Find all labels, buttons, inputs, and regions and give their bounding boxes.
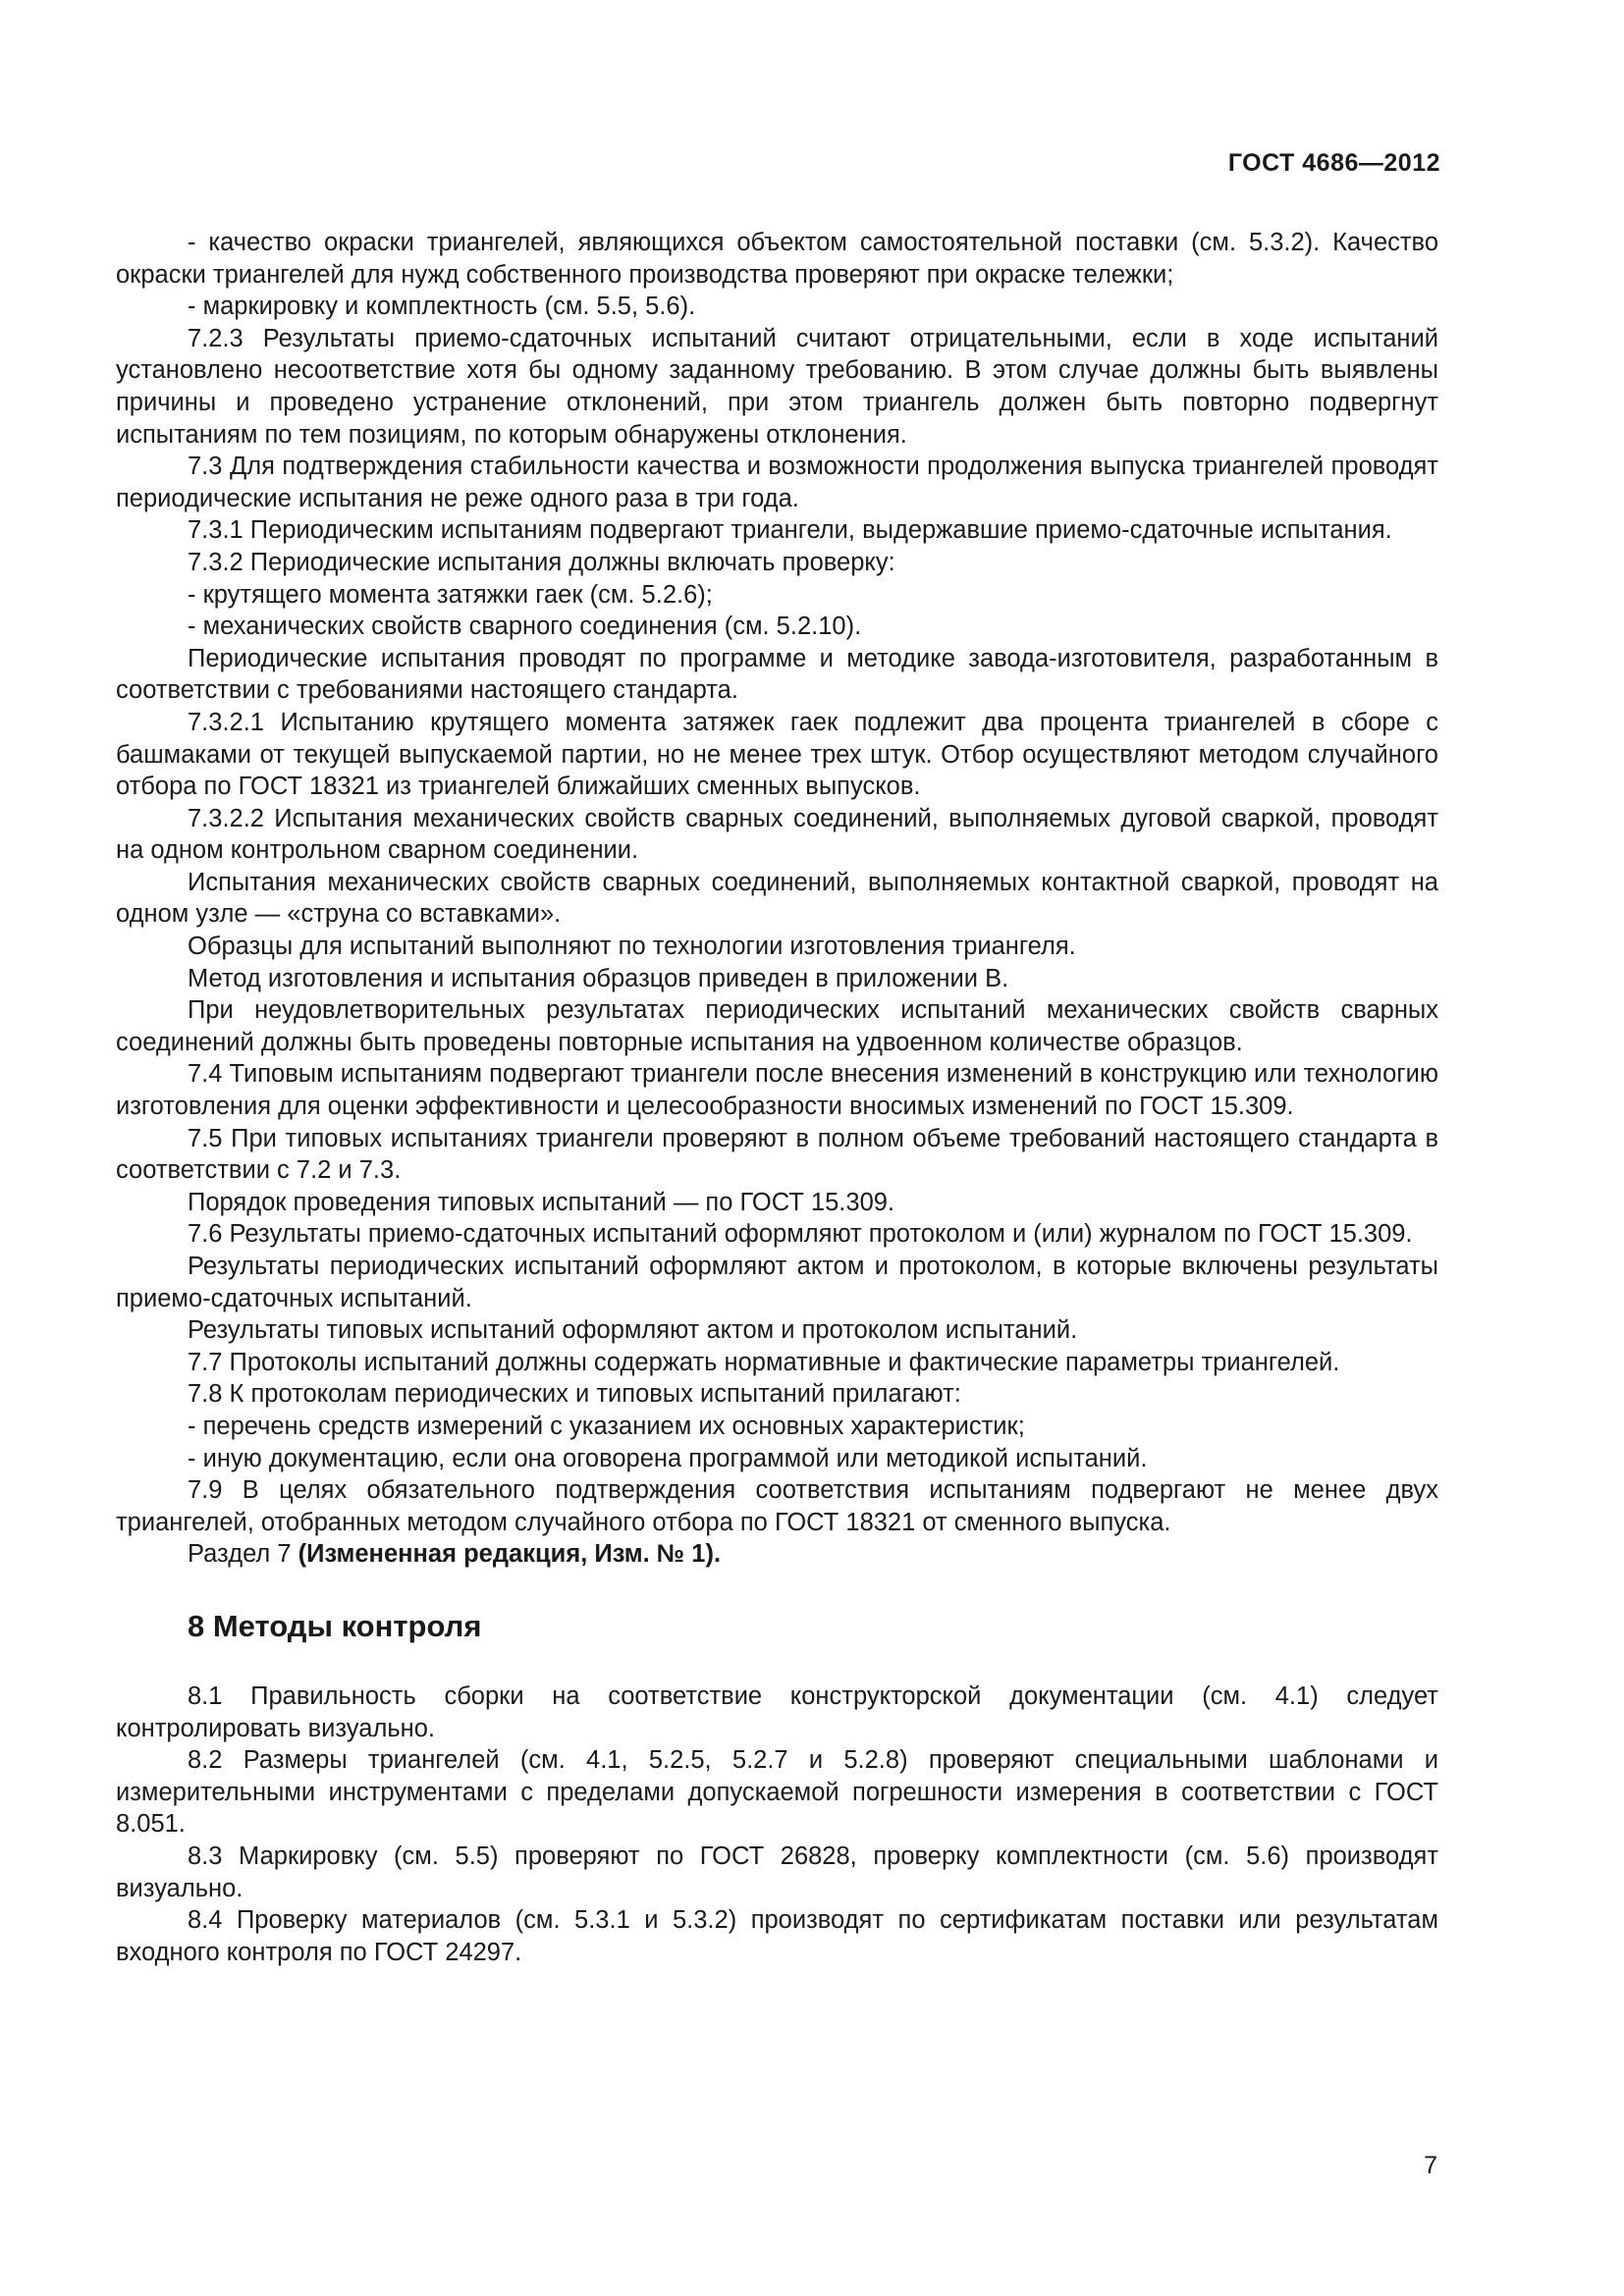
paragraph-7-8: 7.8 К протоколам периодических и типовых испытаний прилагают:	[188, 1380, 961, 1409]
paragraph-7-5: 7.5 При типовых испытаниях триангели проверяют в полном объеме требований настоящего стандарта в соответствии с 7.2 и 7.3.	[116, 1124, 1438, 1185]
document-code-header: ГОСТ 4686—2012	[1227, 149, 1440, 177]
paragraph-weld-item: - механических свойств сварного соединения (см. 5.2.10).	[188, 613, 862, 641]
paragraph-8-4: 8.4 Проверку материалов (см. 5.3.1 и 5.3.2) производят по сертификатам поставки или результатам входного контроля по ГОСТ 24297.	[116, 1906, 1438, 1966]
paragraph-7-2-3: 7.2.3 Результаты приемо-сдаточных испытаний считают отрицательными, если в ходе испытаний установлено несоответствие хотя бы одному заданному требованию. В этом случае должны быть выявлены причины и проведено устранение отклонений, при этом триангель должен быть повторно подвергнут испытаниям по тем позициям, по которым обнаружены отклонения.	[116, 324, 1438, 449]
paragraph-unsatisfactory: При неудовлетворительных результатах периодических испытаний механических свойств сварных соединений должны быть проведены повторные испытания на удвоенном количестве образцов.	[116, 996, 1438, 1056]
paragraph-7-6: 7.6 Результаты приемо-сдаточных испытаний оформляют протоколом и (или) журналом по ГОСТ 15.309.	[188, 1220, 1413, 1249]
paragraph-samples: Образцы для испытаний выполняют по технологии изготовления триангеля.	[188, 933, 1076, 961]
paragraph-8-1: 8.1 Правильность сборки на соответствие конструкторской документации (см. 4.1) следует контролировать визуально.	[116, 1682, 1438, 1742]
section7-amendment-note	[116, 1538, 1438, 1571]
paragraph-7-3-2-1: 7.3.2.1 Испытанию крутящего момента затяжек гаек подлежит два процента триангелей в сборе с башмаками от текущей выпускаемой партии, но не менее трех штук. Отбор осуществляют методом случайного отбора по ГОСТ 18321 из триангелей ближайших сменных выпусков.	[116, 708, 1438, 801]
paragraph-7-9: 7.9 В целях обязательного подтверждения соответствия испытаниям подвергают не менее двух триангелей, отобранных методом случайного отбора по ГОСТ 18321 от сменного выпуска.	[116, 1476, 1438, 1536]
paragraph-contact-welding: Испытания механических свойств сварных соединений, выполняемых контактной сваркой, проводят на одном узле — «струна со вставками».	[116, 868, 1438, 929]
paragraph-8-3: 8.3 Маркировку (см. 5.5) проверяют по ГОСТ 26828, проверку комплектности (см. 5.6) производят визуально.	[116, 1842, 1438, 1902]
paragraph-periodic-results: Результаты периодических испытаний оформляют актом и протоколом, в которые включены результаты приемо-сдаточных испытаний.	[116, 1253, 1438, 1312]
page-number: 7	[1424, 2152, 1437, 2179]
paragraph-other-docs: - иную документацию, если она оговорена программой или методикой испытаний.	[188, 1444, 1148, 1472]
paragraph-periodic-program: Периодические испытания проводят по программе и методике завода-изготовителя, разработанным в соответствии с требованиями настоящего стандарта.	[116, 644, 1438, 705]
paragraph-7-3-2: 7.3.2 Периодические испытания должны включать проверку:	[188, 548, 895, 576]
paragraph-8-2: 8.2 Размеры триангелей (см. 4.1, 5.2.5, 5.2.7 и 5.2.8) проверяют специальными шаблонами и измерительными инструментами с пределами допускаемой погрешности измерения в соответствии с ГОСТ 8.051.	[116, 1746, 1438, 1839]
paragraph-type-test-order: Порядок проведения типовых испытаний — по ГОСТ 15.309.	[188, 1188, 895, 1216]
paragraph-torque-item: - крутящего момента затяжки гаек (см. 5.2.6);	[188, 580, 713, 609]
paragraph-method: Метод изготовления и испытания образцов приведен в приложении В.	[188, 964, 1009, 992]
paragraph-7-3: 7.3 Для подтверждения стабильности качества и возможности продолжения выпуска триангелей проводят периодические испытания не реже одного раза в три года.	[116, 453, 1438, 512]
paragraph-instruments-list: - перечень средств измерений с указанием их основных характеристик;	[188, 1412, 1025, 1440]
paragraph-marking: - маркировку и комплектность (см. 5.5, 5.6).	[188, 293, 696, 321]
paragraph-7-7: 7.7 Протоколы испытаний должны содержать нормативные и фактические параметры триангелей.	[188, 1348, 1340, 1376]
paragraph-paint-quality: - качество окраски триангелей, являющихся объектом самостоятельной поставки (см. 5.3.2). Качество окраски триангелей для нужд собственного производства проверяют при окраске тележки;	[116, 229, 1438, 289]
page-content	[116, 227, 1438, 1968]
amendment-bold: (Измененная редакция, Изм. № 1).	[298, 1540, 722, 1569]
paragraph-7-4: 7.4 Типовым испытаниям подвергают триангели после внесения изменений в конструкцию или технологию изготовления для оценки эффективности и целесообразности вносимых изменений по ГОСТ 15.309.	[116, 1060, 1438, 1121]
paragraph-7-3-1: 7.3.1 Периодическим испытаниям подвергают триангели, выдержавшие приемо-сдаточные испытания.	[188, 516, 1392, 545]
paragraph-7-3-2-2: 7.3.2.2 Испытания механических свойств сварных соединений, выполняемых дуговой сваркой, проводят на одном контрольном сварном соединении.	[116, 804, 1438, 865]
section-8-title: 8 Методы контроля	[188, 1608, 482, 1643]
paragraph-type-results: Результаты типовых испытаний оформляют актом и протоколом испытаний.	[188, 1316, 1078, 1345]
amendment-prefix: Раздел 7	[188, 1540, 298, 1569]
